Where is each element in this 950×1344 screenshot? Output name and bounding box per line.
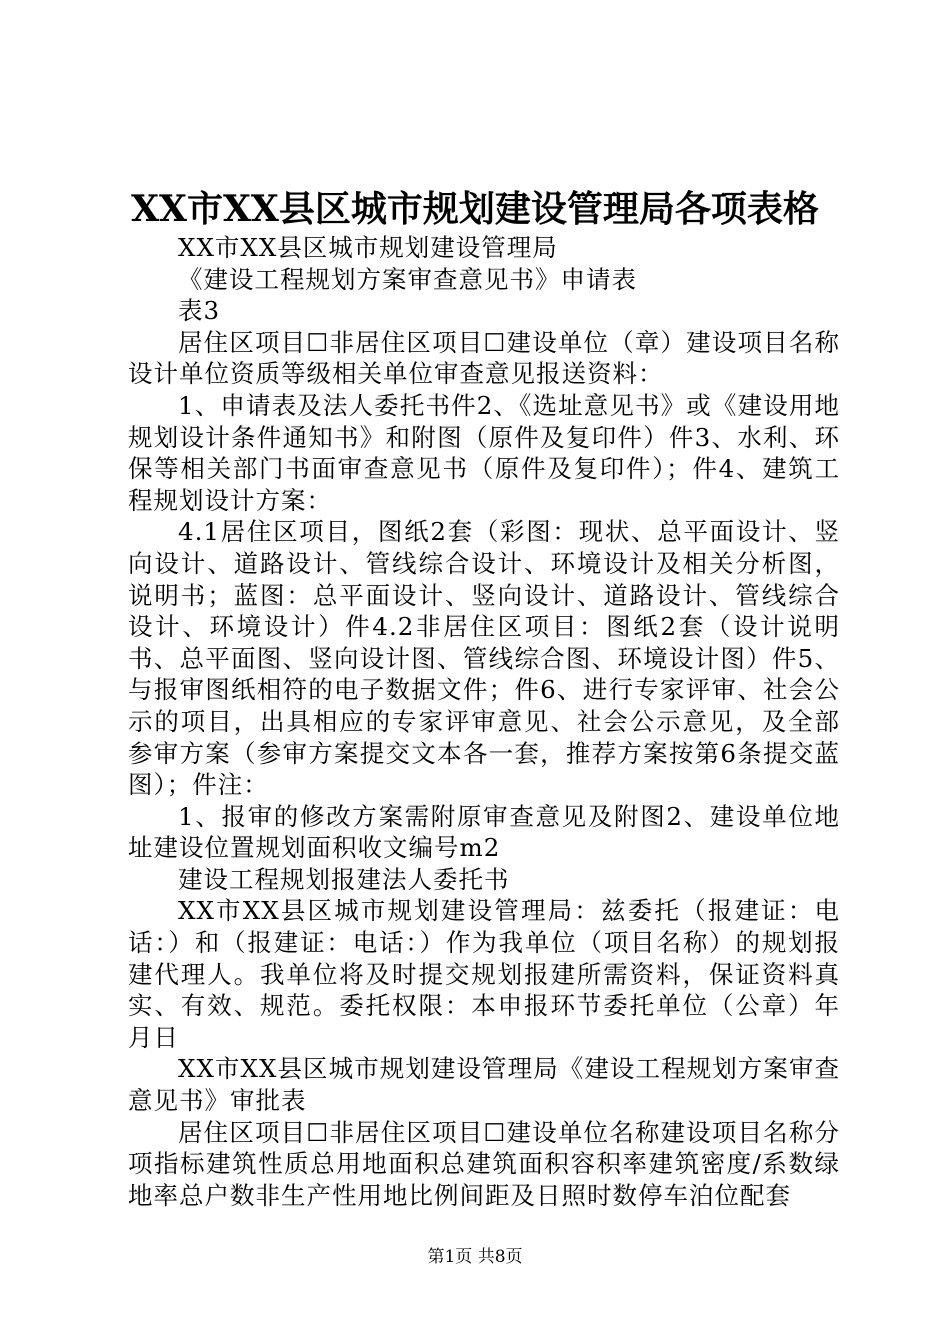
paragraph: 4.1居住区项目，图纸2套（彩图：现状、总平面设计、竖向设计、道路设计、管线综合设计、环境设计及相关分析图，说明书；蓝图：总平面设计、竖向设计、道路设计、管线综合设计、环境设计）件4.2非居住区项目：图纸2套（设计说明书、总平面图、竖向设计图、管线综合图、环境设计图）件5、与报审图纸相符的电子数据文件；件6、进行专家评审、社会公示的项目，出具相应的专家评审意见、社会公示意见，及全部参审方案（参审方案提交文本各一套，推荐方案按第6条提交蓝图）；件注： bbox=[128, 517, 840, 800]
paragraph: 建设工程规划报建法人委托书 bbox=[178, 864, 510, 894]
page-footer: 第1页 共8页 bbox=[427, 1247, 523, 1267]
paragraph: 表3 bbox=[178, 296, 221, 326]
document-title: XX市XX县区城市规划建设管理局各项表格 bbox=[131, 188, 819, 230]
paragraph: 1、报审的修改方案需附原审查意见及附图2、建设单位地址建设位置规划面积收文编号m2 bbox=[128, 801, 840, 863]
paragraph: XX市XX县区城市规划建设管理局《建设工程规划方案审查意见书》审批表 bbox=[128, 1054, 840, 1116]
paragraph: 《建设工程规划方案审查意见书》申请表 bbox=[178, 264, 637, 294]
paragraph: 居住区项目☐非居住区项目☐建设单位名称建设项目名称分项指标建筑性质总用地面积总建筑面积容积率建筑密度/系数绿地率总户数非生产性用地比例间距及日照时数停车泊位配套 bbox=[128, 1117, 840, 1210]
paragraph: 1、申请表及法人委托书件2、《选址意见书》或《建设用地规划设计条件通知书》和附图（原件及复印件）件3、水利、环保等相关部门书面审查意见书（原件及复印件）；件4、建筑工程规划设计方案： bbox=[128, 390, 840, 515]
document-body bbox=[128, 232, 840, 1211]
paragraph: XX市XX县区城市规划建设管理局 bbox=[178, 233, 558, 262]
paragraph: 居住区项目☐非居住区项目☐建设单位（章）建设项目名称设计单位资质等级相关单位审查意见报送资料： bbox=[128, 327, 840, 389]
paragraph: XX市XX县区城市规划建设管理局：兹委托（报建证：电话：）和（报建证：电话：）作为我单位（项目名称）的规划报建代理人。我单位将及时提交规划报建所需资料，保证资料真实、有效、规范。委托权限：本申报环节委托单位（公章）年月日 bbox=[128, 896, 840, 1052]
